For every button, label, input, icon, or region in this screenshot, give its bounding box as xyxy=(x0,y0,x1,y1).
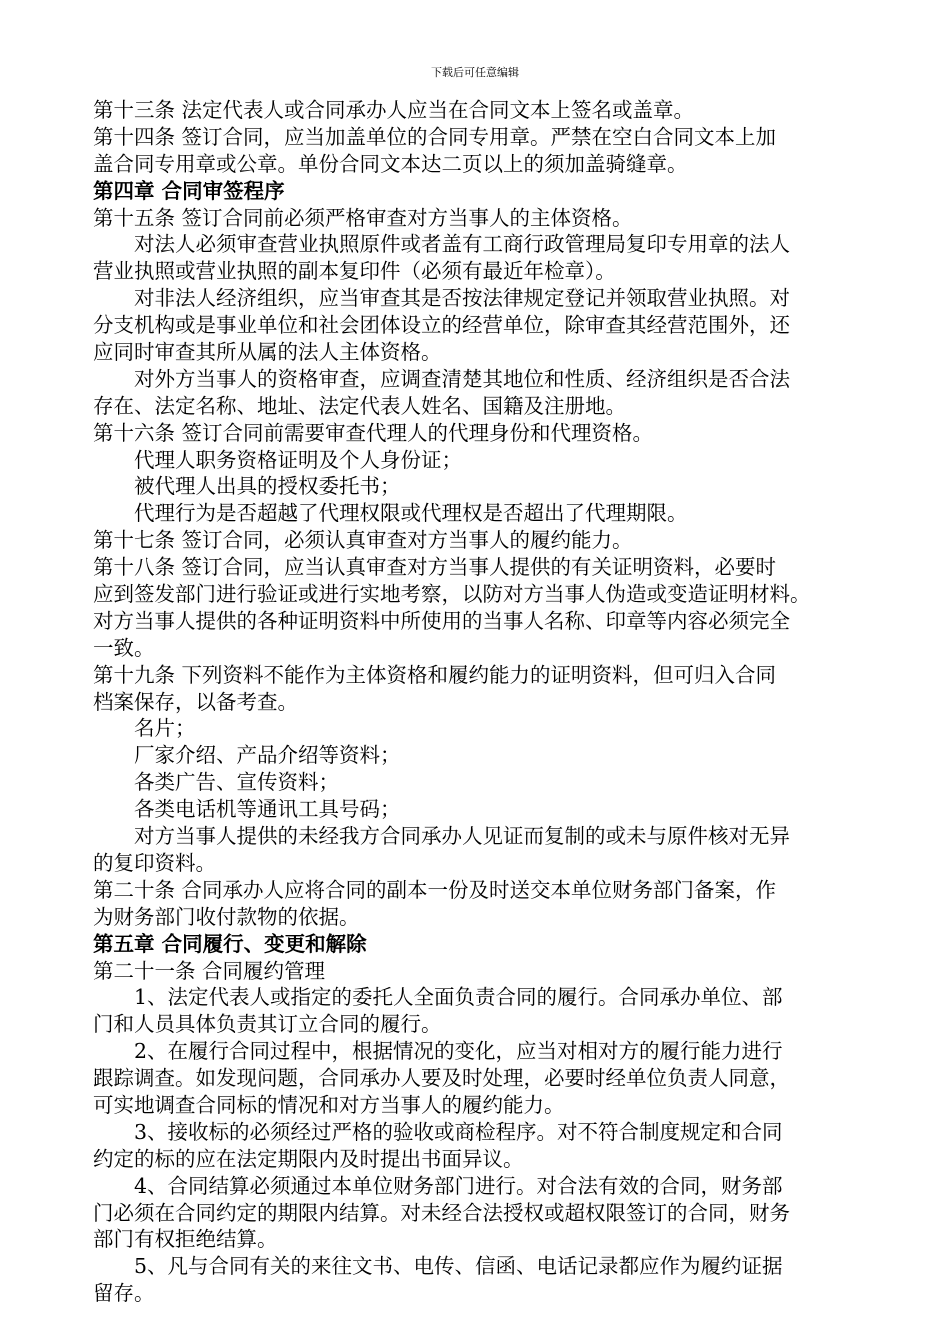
text-line: 1、法定代表人或指定的委托人全面负责合同的履行。合同承办单位、部 xyxy=(134,985,783,1010)
text-line: 门必须在合同约定的期限内结算。对未经合法授权或超权限签订的合同，财务 xyxy=(93,1200,790,1225)
text-line: 档案保存，以备考查。 xyxy=(93,689,298,714)
page-header: 下载后可任意编辑 xyxy=(431,66,519,79)
text-line: 第二十条 合同承办人应将合同的副本一份及时送交本单位财务部门备案，作 xyxy=(93,877,777,902)
text-line: 第十三条 法定代表人或合同承办人应当在合同文本上签名或盖章。 xyxy=(93,98,695,122)
text-line: 对外方当事人的资格审查，应调查清楚其地位和性质、经济组织是否合法 xyxy=(134,366,790,391)
text-line: 5、凡与合同有关的来往文书、电传、信函、电话记录都应作为履约证据 xyxy=(134,1254,783,1279)
text-line: 4、合同结算必须通过本单位财务部门进行。对合法有效的合同，财务部 xyxy=(134,1173,783,1198)
text-line: 代理行为是否超越了代理权限或代理权是否超出了代理期限。 xyxy=(134,501,688,526)
text-line: 应同时审查其所从属的法人主体资格。 xyxy=(93,340,442,365)
text-line: 第十七条 签订合同，必须认真审查对方当事人的履约能力。 xyxy=(93,528,633,553)
text-line: 各类广告、宣传资料； xyxy=(134,770,339,795)
text-line: 部门有权拒绝结算。 xyxy=(93,1227,278,1252)
text-line: 分支机构或是事业单位和社会团体设立的经营单位，除审查其经营范围外，还 xyxy=(93,313,790,338)
text-line: 第十九条 下列资料不能作为主体资格和履约能力的证明资料，但可归入合同 xyxy=(93,662,777,687)
text-line: 一致。 xyxy=(93,635,155,660)
text-line: 第二十一条 合同履约管理 xyxy=(93,958,326,983)
text-line: 被代理人出具的授权委托书； xyxy=(134,474,401,499)
text-line: 对方当事人提供的未经我方合同承办人见证而复制的或未与原件核对无异 xyxy=(134,824,790,849)
text-line: 2、在履行合同过程中，根据情况的变化，应当对相对方的履行能力进行 xyxy=(134,1039,783,1064)
text-line: 第十四条 签订合同，应当加盖单位的合同专用章。严禁在空白合同文本上加 xyxy=(93,124,777,149)
text-line: 存在、法定名称、地址、法定代表人姓名、国籍及注册地。 xyxy=(93,393,626,418)
text-line: 留存。 xyxy=(93,1281,155,1306)
text-line: 第十八条 签订合同，应当认真审查对方当事人提供的有关证明资料，必要时 xyxy=(93,555,777,580)
text-line: 对方当事人提供的各种证明资料中所使用的当事人名称、印章等内容必须完全 xyxy=(93,608,790,633)
chapter-heading: 第四章 合同审签程序 xyxy=(93,178,285,203)
text-line: 代理人职务资格证明及个人身份证； xyxy=(134,447,462,472)
text-line: 约定的标的应在法定期限内及时提出书面异议。 xyxy=(93,1146,524,1171)
chapter-heading: 第五章 合同履行、变更和解除 xyxy=(93,931,367,956)
text-line: 第十五条 签订合同前必须严格审查对方当事人的主体资格。 xyxy=(93,205,633,230)
text-line: 门和人员具体负责其订立合同的履行。 xyxy=(93,1012,442,1037)
document-body xyxy=(93,97,873,1307)
text-line: 营业执照或营业执照的副本复印件（必须有最近年检章）。 xyxy=(93,259,616,284)
text-line: 厂家介绍、产品介绍等资料； xyxy=(134,743,401,768)
text-line: 的复印资料。 xyxy=(93,850,216,875)
text-line: 对非法人经济组织，应当审查其是否按法律规定登记并领取营业执照。对 xyxy=(134,286,790,311)
text-line: 各类电话机等通讯工具号码； xyxy=(134,797,401,822)
text-line: 跟踪调查。如发现问题，合同承办人要及时处理，必要时经单位负责人同意， xyxy=(93,1066,790,1091)
text-line: 可实地调查合同标的情况和对方当事人的履约能力。 xyxy=(93,1092,565,1117)
text-line: 3、接收标的必须经过严格的验收或商检程序。对不符合制度规定和合同 xyxy=(134,1119,783,1144)
text-line: 应到签发部门进行验证或进行实地考察，以防对方当事人伪造或变造证明材料。 xyxy=(93,582,811,607)
text-line: 第十六条 签订合同前需要审查代理人的代理身份和代理资格。 xyxy=(93,420,654,445)
text-line: 名片； xyxy=(134,716,196,741)
text-line: 对法人必须审查营业执照原件或者盖有工商行政管理局复印专用章的法人 xyxy=(134,232,790,257)
text-line: 盖合同专用章或公章。单份合同文本达二页以上的须加盖骑缝章。 xyxy=(93,151,688,176)
text-line: 为财务部门收付款物的依据。 xyxy=(93,904,360,929)
